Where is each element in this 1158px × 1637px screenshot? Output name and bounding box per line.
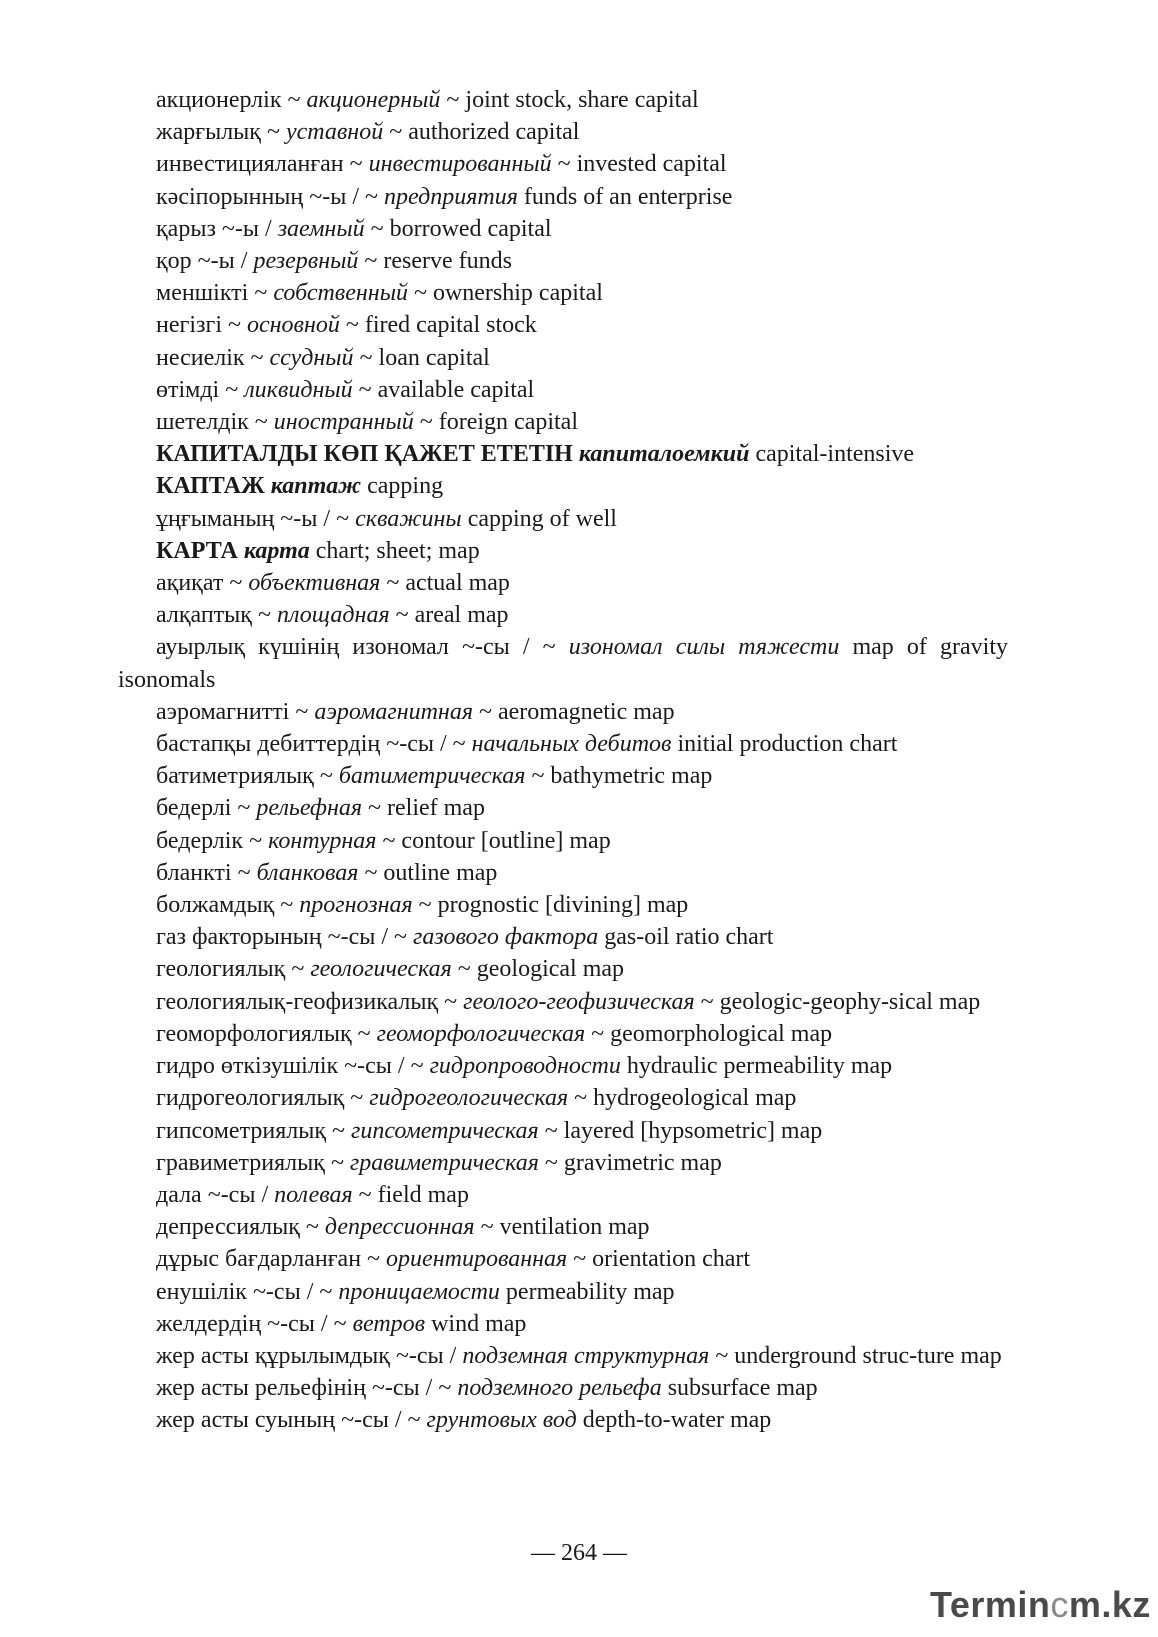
dictionary-entry: [118, 406, 1008, 438]
entry-text: initial production chart: [671, 731, 898, 758]
entry-text: ~ field map: [352, 1181, 469, 1208]
entry-text: ~ contour [outline] map: [376, 827, 611, 854]
entry-text: ~ orientation chart: [567, 1246, 751, 1273]
dictionary-entry: [118, 1404, 1008, 1436]
russian-term: грунтовых вод: [426, 1407, 577, 1434]
entry-text: capital-intensive: [749, 441, 915, 468]
entry-text: өтімді ~: [156, 376, 245, 403]
headword: капиталоемкий: [578, 441, 750, 468]
entry-text: батиметриялық ~: [156, 763, 339, 790]
entry-text: ~ areal map: [389, 602, 509, 629]
russian-term: заемный: [277, 215, 365, 242]
dictionary-entry: [118, 1276, 1008, 1308]
russian-term: гидропроводности: [429, 1053, 621, 1080]
russian-term: подземная структурная: [462, 1342, 710, 1369]
russian-term: гипсометрическая: [350, 1117, 539, 1144]
russian-term: рельефная: [256, 795, 363, 822]
dictionary-entry: [118, 1147, 1008, 1179]
entry-text: ~ layered [hypsometric] map: [538, 1117, 823, 1144]
russian-term: скважины: [355, 505, 462, 532]
russian-term: площадная: [276, 602, 390, 629]
russian-term: газового фактора: [413, 924, 599, 951]
entry-text: қарыз ~-ы /: [156, 215, 278, 242]
entry-text: алқаптық ~: [156, 602, 277, 629]
entry-text: ~ available capital: [352, 376, 535, 403]
dictionary-entry: [118, 599, 1008, 631]
entry-text: жер асты рельефінің ~-сы / ~: [156, 1375, 458, 1402]
russian-term: ветров: [352, 1310, 426, 1337]
entry-text: гидрогеологиялық ~: [156, 1085, 370, 1112]
russian-term: начальных дебитов: [471, 731, 672, 758]
entry-text: ~ aeromagnetic map: [473, 698, 675, 725]
dictionary-entry: [118, 696, 1008, 728]
entry-text: funds of an enterprise: [517, 183, 733, 210]
dictionary-entry: [118, 728, 1008, 760]
dictionary-entry: [118, 245, 1008, 277]
russian-term: предприятия: [384, 183, 518, 210]
entry-text: аэромагнитті ~: [156, 698, 315, 725]
russian-term: геолого-геофизическая: [463, 988, 695, 1015]
entry-text: газ факторының ~-сы / ~: [156, 924, 414, 951]
russian-term: иностранный: [273, 409, 414, 436]
entry-text: ауырлық күшінің изономал ~-сы / ~: [156, 634, 569, 661]
entry-text: қор ~-ы /: [156, 248, 254, 275]
entry-text: ~ fired capital stock: [339, 312, 537, 339]
russian-term: изономал силы тяжести: [568, 634, 840, 661]
entry-text: ~ hydrogeological map: [568, 1085, 797, 1112]
entry-text: ~ joint stock, share capital: [440, 87, 699, 113]
entry-text: негізгі ~: [156, 312, 247, 339]
russian-term: проницаемости: [338, 1278, 500, 1305]
russian-term: полевая: [274, 1181, 353, 1208]
entry-text: гипсометриялық ~: [156, 1117, 351, 1144]
dictionary-entry: [118, 857, 1008, 889]
dictionary-entry: [118, 792, 1008, 824]
entry-text: ~ actual map: [380, 570, 510, 597]
entry-text: бастапқы дебиттердің ~-сы / ~: [156, 731, 472, 758]
dictionary-entry: [118, 1050, 1008, 1082]
russian-term: геологическая: [310, 956, 452, 983]
dictionary-entry: [118, 567, 1008, 599]
dictionary-entry: [118, 277, 1008, 309]
dictionary-entry: [118, 1308, 1008, 1340]
dictionary-entry: [118, 631, 1008, 695]
dictionary-entry: [118, 213, 1008, 245]
entry-text: жарғылық ~: [156, 119, 286, 146]
dictionary-entry: [118, 438, 1008, 470]
entry-text: ~ underground struc-ture map: [709, 1342, 1002, 1369]
dictionary-entry: [118, 1179, 1008, 1211]
headword: карта: [243, 537, 310, 564]
dictionary-entry: [118, 181, 1008, 213]
entry-text: жер асты суының ~-сы / ~: [156, 1407, 427, 1434]
dictionary-entry: [118, 921, 1008, 953]
entry-text: дала ~-сы /: [156, 1181, 275, 1208]
dictionary-entry: [118, 470, 1008, 502]
dictionary-entry: [118, 535, 1008, 567]
dictionary-entry: [118, 374, 1008, 406]
entry-text: ~ loan capital: [353, 344, 490, 371]
entry-text: capping of well: [461, 505, 617, 532]
russian-term: акционерный: [306, 87, 441, 113]
entry-text: ~ geologic-geophy-sical map: [694, 988, 981, 1015]
dictionary-entry: [118, 1211, 1008, 1243]
entry-text: ~ bathymetric map: [525, 763, 713, 790]
termincom-watermark: [930, 1584, 1151, 1626]
headword: КАРТА: [156, 537, 238, 564]
entry-text: hydraulic permeability map: [620, 1053, 893, 1080]
russian-term: батиметрическая: [338, 763, 526, 790]
entry-text: ~ prognostic [divining] map: [412, 892, 689, 919]
entry-text: gas-oil ratio chart: [598, 924, 774, 951]
dictionary-entry: [118, 1340, 1008, 1372]
entry-text: capping: [361, 473, 444, 500]
entry-text: инвестицияланған ~: [156, 151, 369, 178]
russian-term: ссудный: [269, 344, 354, 371]
entry-text: ~ authorized capital: [383, 119, 580, 146]
russian-term: объективная: [248, 570, 381, 597]
entry-text: депрессиялық ~: [156, 1214, 325, 1241]
dictionary-entry: [118, 953, 1008, 985]
entry-text: шетелдік ~: [156, 409, 274, 436]
entry-text: бедерлі ~: [156, 795, 257, 822]
entry-text: ~ geomorphological map: [585, 1020, 833, 1047]
russian-term: инвестированный: [368, 151, 552, 178]
russian-term: основной: [246, 312, 340, 339]
dictionary-entries: [118, 84, 1008, 1437]
russian-term: ликвидный: [244, 376, 353, 403]
russian-term: бланковая: [256, 859, 359, 886]
entry-text: меншікті ~: [156, 280, 274, 307]
entry-text: болжамдық ~: [156, 892, 300, 919]
dictionary-entry: [118, 825, 1008, 857]
entry-text: ~ borrowed capital: [364, 215, 552, 242]
dictionary-entry: [118, 889, 1008, 921]
entry-text: chart; sheet; map: [309, 537, 480, 564]
entry-text: бланкті ~: [156, 859, 257, 886]
dictionary-entry: [118, 1018, 1008, 1050]
entry-text: permeability map: [499, 1278, 675, 1305]
entry-text: несиелік ~: [156, 344, 270, 371]
entry-text: жер асты құрылымдық ~-сы /: [156, 1342, 463, 1369]
entry-text: ~ reserve funds: [358, 248, 512, 275]
russian-term: уставной: [285, 119, 384, 146]
dictionary-entry: [118, 84, 1008, 116]
entry-text: ~ invested capital: [551, 151, 727, 178]
entry-text: ~ gravimetric map: [538, 1149, 722, 1176]
entry-text: геологиялық-геофизикалық ~: [156, 988, 464, 1015]
entry-text: акционерлік ~: [156, 87, 307, 113]
russian-term: депрессионная: [324, 1214, 475, 1241]
entry-text: ~ relief map: [362, 795, 485, 822]
entry-text: wind map: [425, 1310, 527, 1337]
entry-text: кәсіпорынның ~-ы / ~: [156, 183, 385, 210]
entry-text: ~ ownership capital: [407, 280, 603, 307]
dictionary-entry: [118, 148, 1008, 180]
entry-text: ~ outline map: [358, 859, 498, 886]
entry-text: гидро өткізушілік ~-сы / ~: [156, 1053, 430, 1080]
dictionary-entry: [118, 1115, 1008, 1147]
russian-term: подземного рельефа: [457, 1375, 662, 1402]
dictionary-entry: [118, 1243, 1008, 1275]
page-number: — 264 —: [531, 1540, 627, 1566]
watermark-text-end: m.kz: [1068, 1584, 1151, 1625]
entry-text: ақиқат ~: [156, 570, 249, 597]
entry-text: subsurface map: [661, 1375, 818, 1402]
dictionary-entry: [118, 309, 1008, 341]
dictionary-entry: [118, 503, 1008, 535]
russian-term: прогнозная: [299, 892, 413, 919]
entry-text: гравиметриялық ~: [156, 1149, 350, 1176]
dictionary-entry: [118, 116, 1008, 148]
dictionary-entry: [118, 342, 1008, 374]
entry-text: геоморфологиялық ~: [156, 1020, 377, 1047]
russian-term: контурная: [268, 827, 377, 854]
entry-text: ~ ventilation map: [474, 1214, 650, 1241]
headword: каптаж: [270, 473, 362, 500]
entry-text: геологиялық ~: [156, 956, 311, 983]
entry-text: енушілік ~-сы / ~: [156, 1278, 339, 1305]
russian-term: геоморфологическая: [376, 1020, 586, 1047]
entry-text: ~ foreign capital: [413, 409, 578, 436]
entry-text: ұңғыманың ~-ы / ~: [156, 505, 356, 532]
russian-term: гравиметрическая: [349, 1149, 539, 1176]
headword: КАПТАЖ: [156, 473, 265, 500]
watermark-lens: c: [1050, 1584, 1069, 1625]
russian-term: гидрогеологическая: [369, 1085, 569, 1112]
entry-text: желдердің ~-сы / ~: [156, 1310, 353, 1337]
dictionary-entry: [118, 986, 1008, 1018]
entry-text: map of gravity isonomals: [118, 634, 1008, 693]
entry-text: бедерлік ~: [156, 827, 269, 854]
russian-term: резервный: [253, 248, 359, 275]
russian-term: собственный: [273, 280, 408, 307]
headword: КАПИТАЛДЫ КӨП ҚАЖЕТ ЕТЕТІН: [156, 441, 573, 468]
russian-term: ориентированная: [386, 1246, 568, 1273]
entry-text: depth-to-water map: [576, 1407, 772, 1434]
dictionary-entry: [118, 1372, 1008, 1404]
entry-text: дұрыс бағдарланған ~: [156, 1246, 387, 1273]
dictionary-entry: [118, 760, 1008, 792]
watermark-text-start: Termin: [930, 1584, 1051, 1625]
dictionary-entry: [118, 1082, 1008, 1114]
russian-term: аэромагнитная: [314, 698, 473, 725]
entry-text: ~ geological map: [451, 956, 625, 983]
